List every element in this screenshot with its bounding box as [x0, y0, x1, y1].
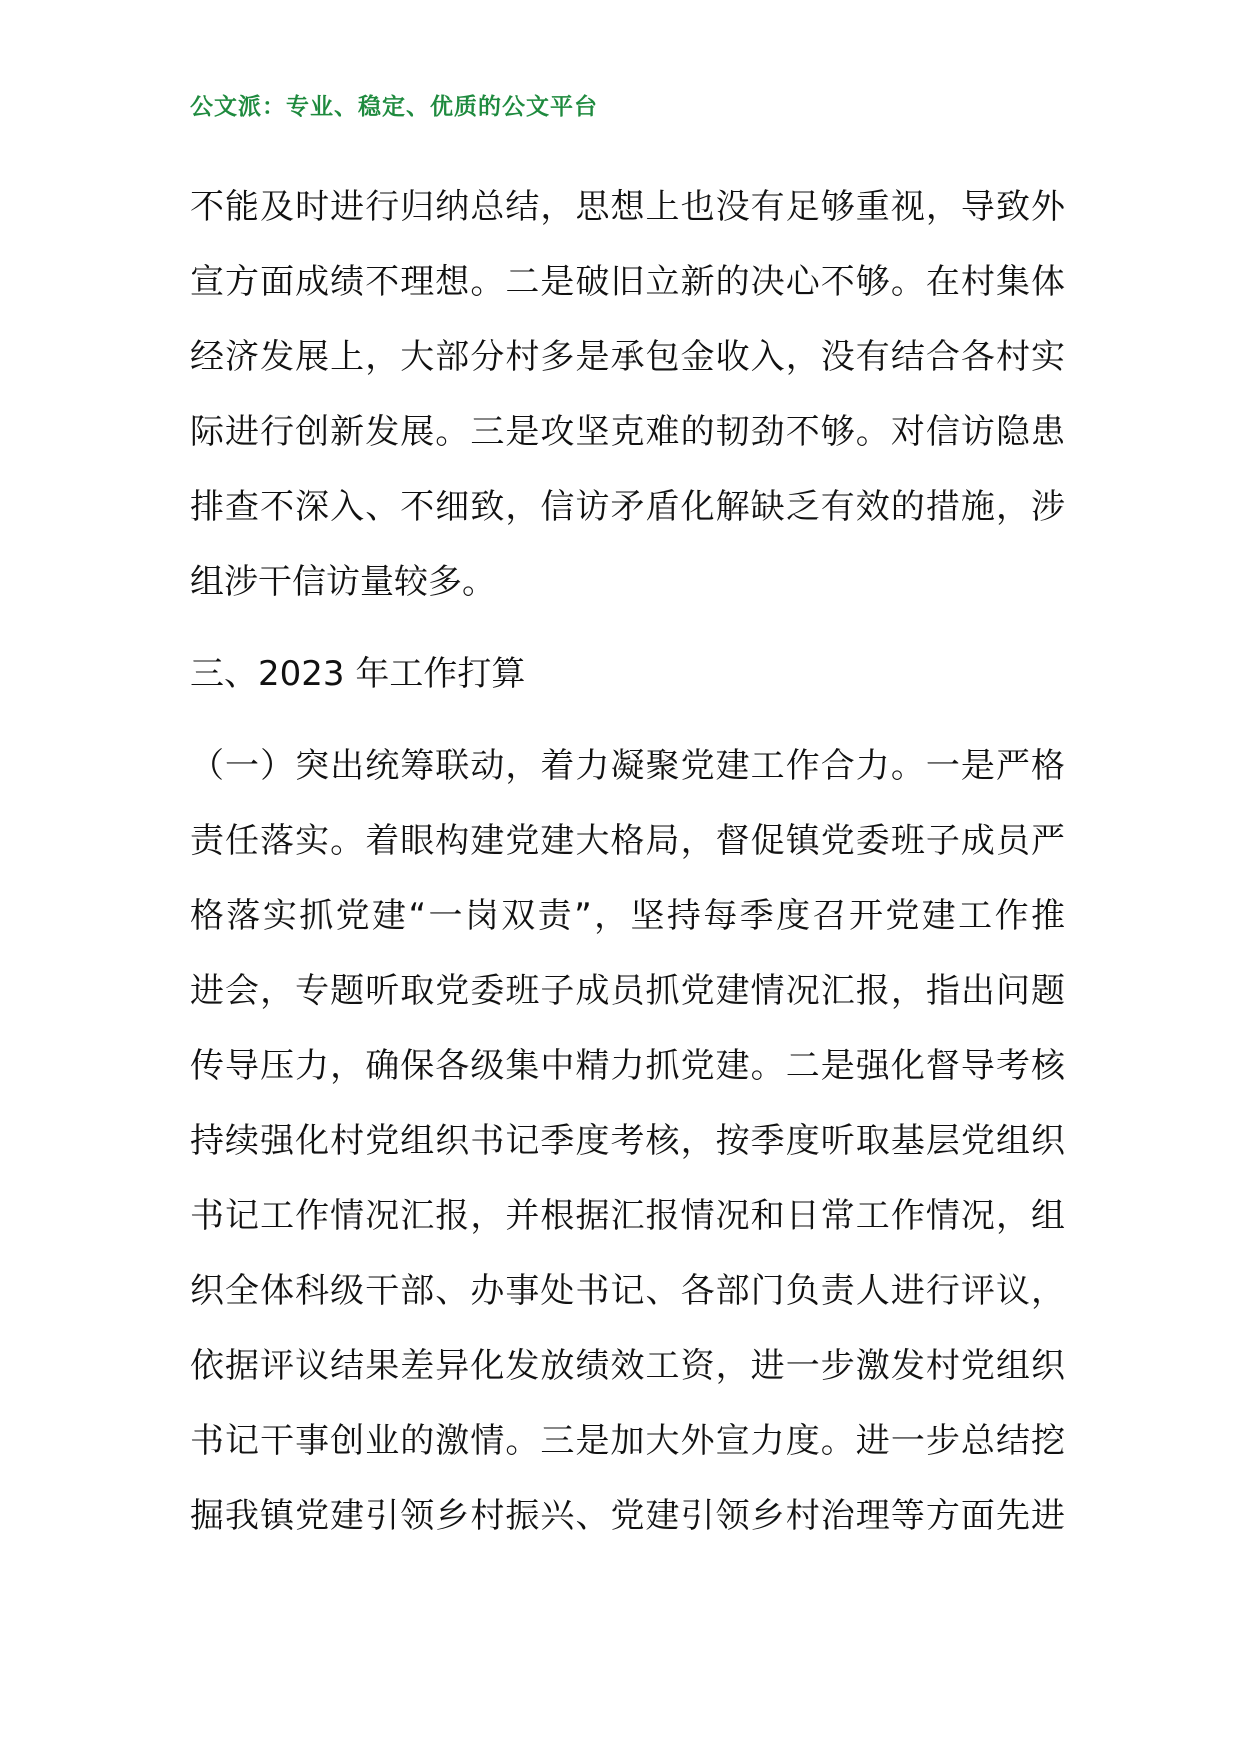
site-header: 公文派：专业、稳定、优质的公文平台 — [190, 94, 598, 120]
paragraph-3-line-9: 依据评议结果差异化发放绩效工资，进一步激发村党组织 — [190, 1346, 1065, 1386]
paragraph-gap — [190, 712, 1065, 729]
paragraph-3-line-11: 掘我镇党建引领乡村振兴、党建引领乡村治理等方面先进 — [190, 1496, 1065, 1536]
paragraph-3-line-10: 书记干事创业的激情。三是加大外宣力度。进一步总结挖 — [190, 1421, 1065, 1461]
paragraph-1-line-1: 不能及时进行归纳总结，思想上也没有足够重视，导致外 — [190, 187, 1065, 227]
paragraph-3-line-2: 责任落实。着眼构建党建大格局，督促镇党委班子成员严 — [190, 821, 1065, 861]
paragraph-3-line-6: 持续强化村党组织书记季度考核，按季度听取基层党组织 — [190, 1121, 1065, 1161]
paragraph-3-line-4: 进会，专题听取党委班子成员抓党建情况汇报，指出问题 — [190, 971, 1065, 1011]
paragraph-1-line-5: 排查不深入、不细致，信访矛盾化解缺乏有效的措施，涉 — [190, 487, 1065, 527]
paragraph-3-line-8: 织全体科级干部、办事处书记、各部门负责人进行评议， — [190, 1271, 1065, 1311]
document-body — [190, 170, 1065, 1554]
paragraph-3-line-1: （一）突出统筹联动，着力凝聚党建工作合力。一是严格 — [190, 746, 1065, 786]
paragraph-1-line-6: 组涉干信访量较多。 — [190, 562, 496, 602]
paragraph-1-line-2: 宣方面成绩不理想。二是破旧立新的决心不够。在村集体 — [190, 262, 1065, 302]
paragraph-3-line-5: 传导压力，确保各级集中精力抓党建。二是强化督导考核 — [190, 1046, 1065, 1086]
paragraph-1-line-3: 经济发展上，大部分村多是承包金收入，没有结合各村实 — [190, 337, 1065, 377]
paragraph-3-line-3: 格落实抓党建“一岗双责”，坚持每季度召开党建工作推 — [190, 896, 1065, 936]
paragraph-3-line-7: 书记工作情况汇报，并根据汇报情况和日常工作情况，组 — [190, 1196, 1065, 1236]
paragraph-gap — [190, 620, 1065, 637]
paragraph-1-line-4: 际进行创新发展。三是攻坚克难的韧劲不够。对信访隐患 — [190, 412, 1065, 452]
section-heading: 三、2023 年工作打算 — [190, 654, 526, 694]
